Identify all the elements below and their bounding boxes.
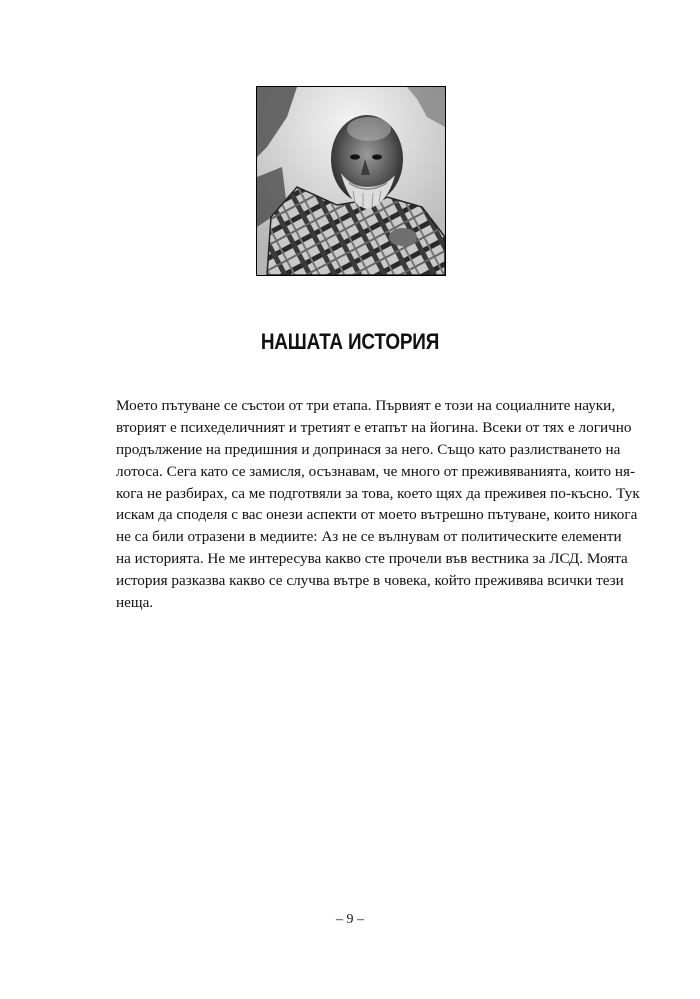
text-line: не са били отразени в медиите: Аз не се вълнувам от политическите елементи [116, 528, 622, 546]
text-line: кога не разбирах, са ме подготвяли за това, което щях да преживея по-късно. Тук [116, 484, 640, 502]
text-line: лотоса. Сега като се замисля, осъзнавам, че много от преживяванията, които ня- [116, 462, 636, 480]
text-line: искам да споделя с вас онези аспекти от моето вътрешно пътуване, които никога [116, 506, 638, 524]
portrait-photo [256, 86, 446, 276]
text-line: история разказва какво се случва вътре в човека, който преживява всички тези [116, 572, 624, 590]
page-title: НАШАТА ИСТОРИЯ [260, 329, 440, 354]
body-paragraph [116, 395, 640, 614]
text-line: продължение на предишния и допринася за него. Също като разлистването на [116, 440, 621, 458]
text-line: на историята. Не ме интересува какво сте прочели във вестника за ЛСД. Моята [116, 550, 628, 568]
text-line: вторият е психеделичният и третият е етапът на йогина. Всеки от тях е логично [116, 418, 632, 436]
page-number: – 9 – [336, 912, 364, 927]
text-line: неща. [116, 594, 154, 612]
text-line: Моето пътуване се състои от три етапа. Първият е този на социалните науки, [116, 397, 616, 414]
